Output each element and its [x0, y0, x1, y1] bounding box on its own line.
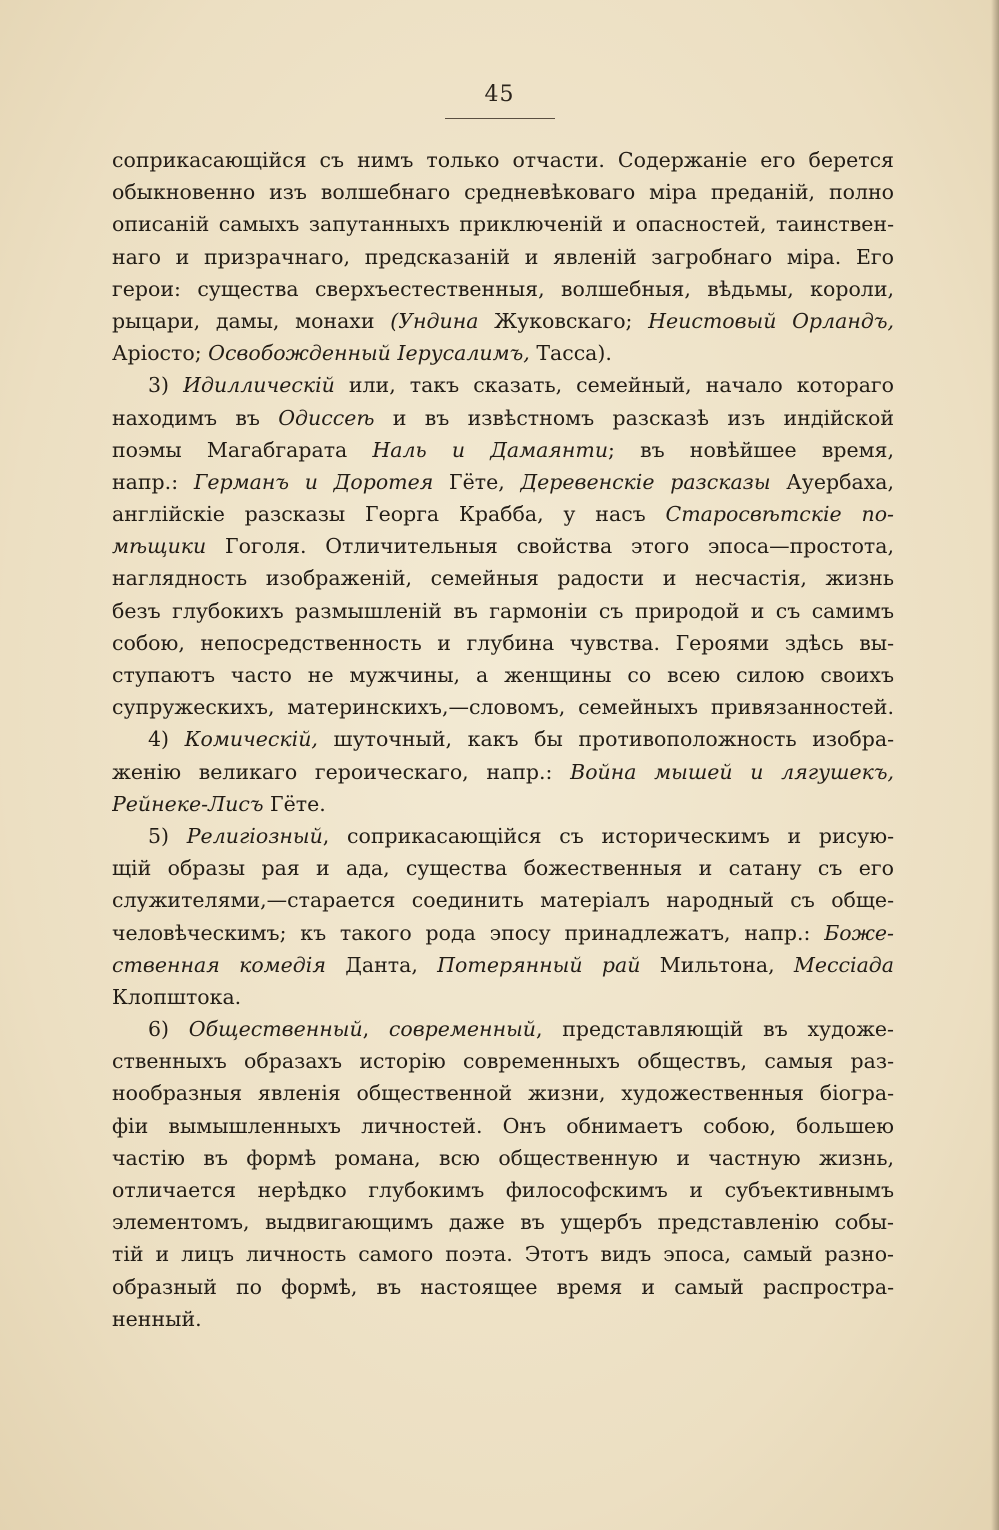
text-line: [112, 176, 894, 208]
text-segment: наго и призрачнаго, предсказаній и явленій загробнаго міра. Его: [112, 244, 894, 269]
italic-title: Наль и Дамаянти: [372, 437, 609, 462]
italic-title: Мессіада: [793, 952, 894, 977]
text-line: [112, 498, 894, 530]
text-segment: элементомъ, выдвигающимъ даже въ ущербъ представленію собы-: [112, 1210, 894, 1235]
text-line: [112, 1238, 894, 1270]
italic-title: Религіозный: [186, 823, 323, 848]
text-line: [112, 723, 894, 755]
text-line: [112, 884, 894, 916]
text-line: [112, 1303, 894, 1335]
text-line: [112, 305, 894, 337]
text-line: [112, 434, 894, 466]
text-line: [112, 1142, 894, 1174]
italic-title: ственная комедія: [112, 952, 326, 977]
text-line: [112, 691, 894, 723]
italic-title: Боже-: [824, 920, 894, 945]
text-line: [112, 820, 894, 852]
text-line: [112, 562, 894, 594]
text-line: [112, 1271, 894, 1303]
text-segment: 4): [148, 727, 185, 752]
text-segment: тій и лицъ личность самого поэта. Этотъ видъ эпоса, самый разно-: [112, 1242, 894, 1267]
text-segment: ,: [362, 1017, 389, 1042]
italic-title: Потерянный рай: [437, 952, 641, 977]
text-line: [112, 595, 894, 627]
text-segment: ; въ новѣйшее время,: [608, 437, 894, 462]
text-segment: шуточный, какъ бы противоположность изобра-: [317, 727, 894, 752]
page-number: 45: [484, 82, 515, 107]
text-segment: и въ извѣстномъ разсказѣ изъ индійской: [374, 405, 894, 430]
text-line: [112, 1077, 894, 1109]
text-line: [112, 208, 894, 240]
text-segment: супружескихъ, материнскихъ,—словомъ, семейныхъ привязанностей.: [112, 695, 894, 720]
text-segment: фіи вымышленныхъ личностей. Онъ обнимаетъ собою, большею: [112, 1113, 894, 1138]
text-line: [112, 530, 894, 562]
text-segment: человѣческимъ; къ такого рода эпосу принадлежатъ, напр.:: [112, 920, 825, 945]
italic-title: Деревенскіе разсказы: [520, 469, 771, 494]
text-segment: Гёте.: [263, 791, 326, 816]
text-segment: 6): [148, 1017, 189, 1042]
text-line: [112, 1013, 894, 1045]
text-segment: 5): [148, 823, 187, 848]
text-segment: щій образы рая и ада, существа божественныя и сатану съ его: [112, 856, 894, 881]
text-segment: ственныхъ образахъ исторію современныхъ обществъ, самыя раз-: [112, 1049, 894, 1074]
text-segment: служителями,—старается соединить матеріалъ народный съ обще-: [112, 888, 894, 913]
text-segment: Ауербаха,: [770, 469, 894, 494]
text-segment: , представляющій въ художе-: [535, 1017, 894, 1042]
text-segment: Тасса).: [529, 341, 612, 366]
text-segment: поэмы Магабгарата: [112, 437, 373, 462]
text-line: [112, 369, 894, 401]
italic-title: современный: [388, 1017, 536, 1042]
text-segment: описаній самыхъ запутанныхъ приключеній и опасностей, таинствен-: [112, 212, 894, 237]
italic-title: Старосвѣтскіе по-: [665, 502, 894, 527]
text-segment: обыкновенно изъ волшебнаго средневѣковаго міра преданій, полно: [112, 180, 894, 205]
text-segment: ненный.: [112, 1306, 202, 1331]
italic-title: Германъ и Доротея: [193, 469, 434, 494]
text-segment: Гёте,: [433, 469, 521, 494]
text-segment: наглядность изображеній, семейныя радости и несчастія, жизнь: [112, 566, 894, 591]
text-segment: или, такъ сказать, семейный, начало котораго: [334, 373, 894, 398]
text-segment: безъ глубокихъ размышленій въ гармоніи съ природой и съ самимъ: [112, 598, 894, 623]
text-line: [112, 917, 894, 949]
text-line: [112, 788, 894, 820]
text-segment: , соприкасающійся съ историческимъ и рисую-: [322, 823, 894, 848]
text-segment: находимъ въ: [112, 405, 279, 430]
text-line: [112, 852, 894, 884]
text-segment: образный по формѣ, въ настоящее время и самый распростра-: [112, 1274, 894, 1299]
text-line: [112, 627, 894, 659]
text-segment: ступаютъ часто не мужчины, а женщины со всею силою своихъ: [112, 663, 894, 687]
text-segment: женію великаго героическаго, напр.:: [112, 759, 571, 784]
text-segment: Мильтона,: [640, 952, 794, 977]
text-segment: Гоголя. Отличительныя свойства этого эпоса—простота,: [206, 534, 894, 559]
text-line: [112, 1206, 894, 1238]
text-line: [112, 144, 894, 176]
italic-title: Комическій,: [184, 727, 318, 752]
text-line: [112, 1174, 894, 1206]
italic-title: Неистовый Орландъ,: [648, 308, 894, 333]
italic-title: Рейнеке-Лисъ: [112, 791, 264, 816]
text-segment: англійскіе разсказы Георга Крабба, у насъ: [112, 502, 666, 527]
text-segment: частію въ формѣ романа, всю общественную и частную жизнь,: [112, 1145, 894, 1170]
text-line: [112, 1045, 894, 1077]
page-edge-shadow: [991, 0, 999, 1530]
text-line: [112, 756, 894, 788]
text-segment: 3): [148, 373, 184, 398]
italic-title: (Ундина: [390, 308, 479, 333]
italic-title: Освобожденный Іерусалимъ,: [208, 341, 530, 366]
text-segment: собою, непосредственность и глубина чувства. Героями здѣсь вы-: [112, 630, 894, 655]
italic-title: Война мышей и лягушекъ,: [570, 759, 894, 784]
text-line: [112, 981, 894, 1013]
text-segment: соприкасающійся съ нимъ только отчасти. Содержаніе его берется: [112, 148, 894, 172]
text-line: [112, 273, 894, 305]
text-segment: герои: существа сверхъестественныя, волшебныя, вѣдьмы, короли,: [112, 276, 894, 301]
text-line: [112, 1110, 894, 1142]
body-text: [112, 144, 894, 1335]
page-number-rule: [445, 118, 555, 119]
text-segment: Жуковскаго;: [478, 308, 649, 333]
text-segment: отличается нерѣдко глубокимъ философскимъ и субъективнымъ: [112, 1178, 894, 1202]
text-line: [112, 241, 894, 273]
text-segment: напр.:: [112, 469, 194, 494]
text-line: [112, 949, 894, 981]
italic-title: мѣщики: [112, 534, 207, 559]
italic-title: Общественный: [188, 1017, 363, 1042]
text-segment: нообразныя явленія общественной жизни, художественныя біогра-: [112, 1081, 894, 1106]
text-line: [112, 337, 894, 369]
text-segment: Аріосто;: [112, 341, 209, 366]
text-line: [112, 466, 894, 498]
text-line: [112, 659, 894, 691]
italic-title: Идиллическій: [183, 373, 335, 398]
text-segment: Клопштока.: [112, 984, 242, 1009]
text-segment: рыцари, дамы, монахи: [112, 308, 391, 333]
text-line: [112, 402, 894, 434]
text-segment: Данта,: [325, 952, 438, 977]
italic-title: Одиссеѣ: [278, 405, 375, 430]
